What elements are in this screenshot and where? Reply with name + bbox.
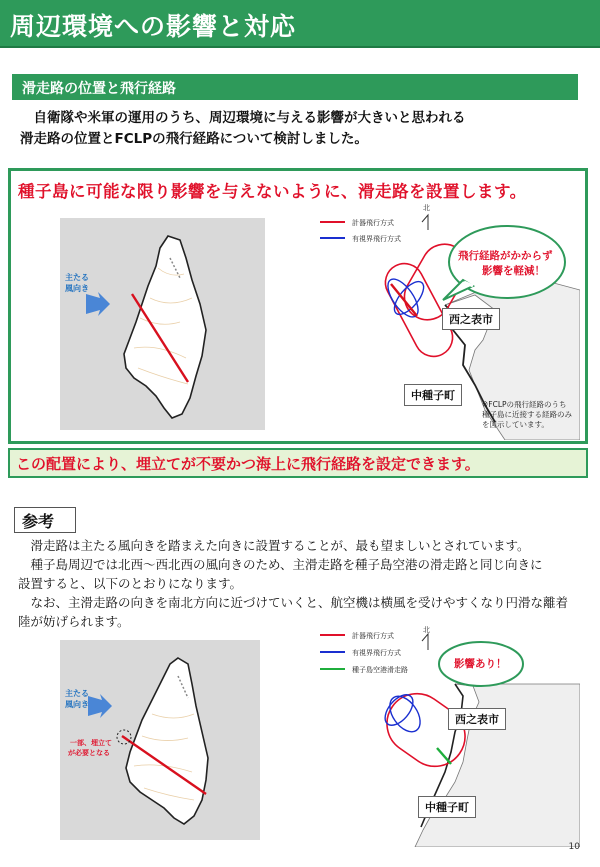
conclusion-text: この配置により、埋立てが不要かつ海上に飛行経路を設定できます。 [16,455,480,473]
intro-line-2: 滑走路の位置とFCLPの飛行経路について検討しました。 [20,131,368,147]
note-line-2: 種子島に近接する経路のみ [482,410,572,419]
callout-text-2: 影響を軽減！ [482,265,545,277]
town-label-nakatane-2: 中種子町 [418,796,476,818]
fill-note-1: 一部、埋立て [70,739,112,747]
panel-heading: 種子島に可能な限り影響を与えないように、滑走路を設置します。 [18,182,527,201]
wind-label-2b: 風向き [65,700,89,709]
section-title: 滑走路の位置と飛行経路 [22,81,176,97]
town-label-nakatane: 中種子町 [404,384,462,406]
island-map-1 [60,218,265,430]
legend-label-vfr: 有視界飛行方式 [352,235,401,243]
vfr-circuit [384,691,427,738]
reference-line-3: 設置すると、以下のとおりになります。 [18,576,243,591]
legend-label-ifr: 計器飛行方式 [352,219,394,227]
wind-label-1a: 主たる [65,273,89,282]
north-label-2: 北 [423,626,430,634]
wind-label-2a: 主たる [65,689,89,698]
reference-line-5: 陸が妨げられます。 [18,614,130,629]
legend-label-ifr-2: 計器飛行方式 [352,632,394,640]
callout-text-1: 飛行経路がかからず [458,250,553,262]
town-label-nishinoomote: 西之表市 [442,308,500,330]
legend-label-airport: 種子島空港滑走路 [352,666,408,674]
ifr-circuit [375,682,477,778]
note-line-1: ※FCLPの飛行経路のうち [482,400,567,409]
page-number: 10 [568,842,580,852]
wind-label-1b: 風向き [65,284,89,293]
callout-text-impact: 影響あり！ [454,658,507,670]
note-line-3: を図示しています。 [482,420,549,429]
intro-line-1: 自衛隊や米軍の運用のうち、周辺環境に与える影響が大きいと思われる [20,110,466,126]
airport-runway [437,748,451,764]
page-title: 周辺環境への影響と対応 [10,12,297,41]
legend-label-vfr-2: 有視界飛行方式 [352,649,401,657]
fill-note-2: が必要となる [68,749,110,757]
north-label: 北 [423,204,430,212]
town-label-nishinoomote-2: 西之表市 [448,708,506,730]
reference-line-2: 種子島周辺では北西～西北西の風向きのため、主滑走路を種子島空港の滑走路と同じ向きに [18,557,543,572]
reference-line-1: 滑走路は主たる風向きを踏まえた向きに設置することが、最も望ましいとされています。 [18,538,530,553]
reference-line-4: なお、主滑走路の向きを南北方向に近づけていくと、航空機は横風を受けやすくなり円滑な離着 [18,595,569,610]
reference-title: 参考 [22,512,55,531]
